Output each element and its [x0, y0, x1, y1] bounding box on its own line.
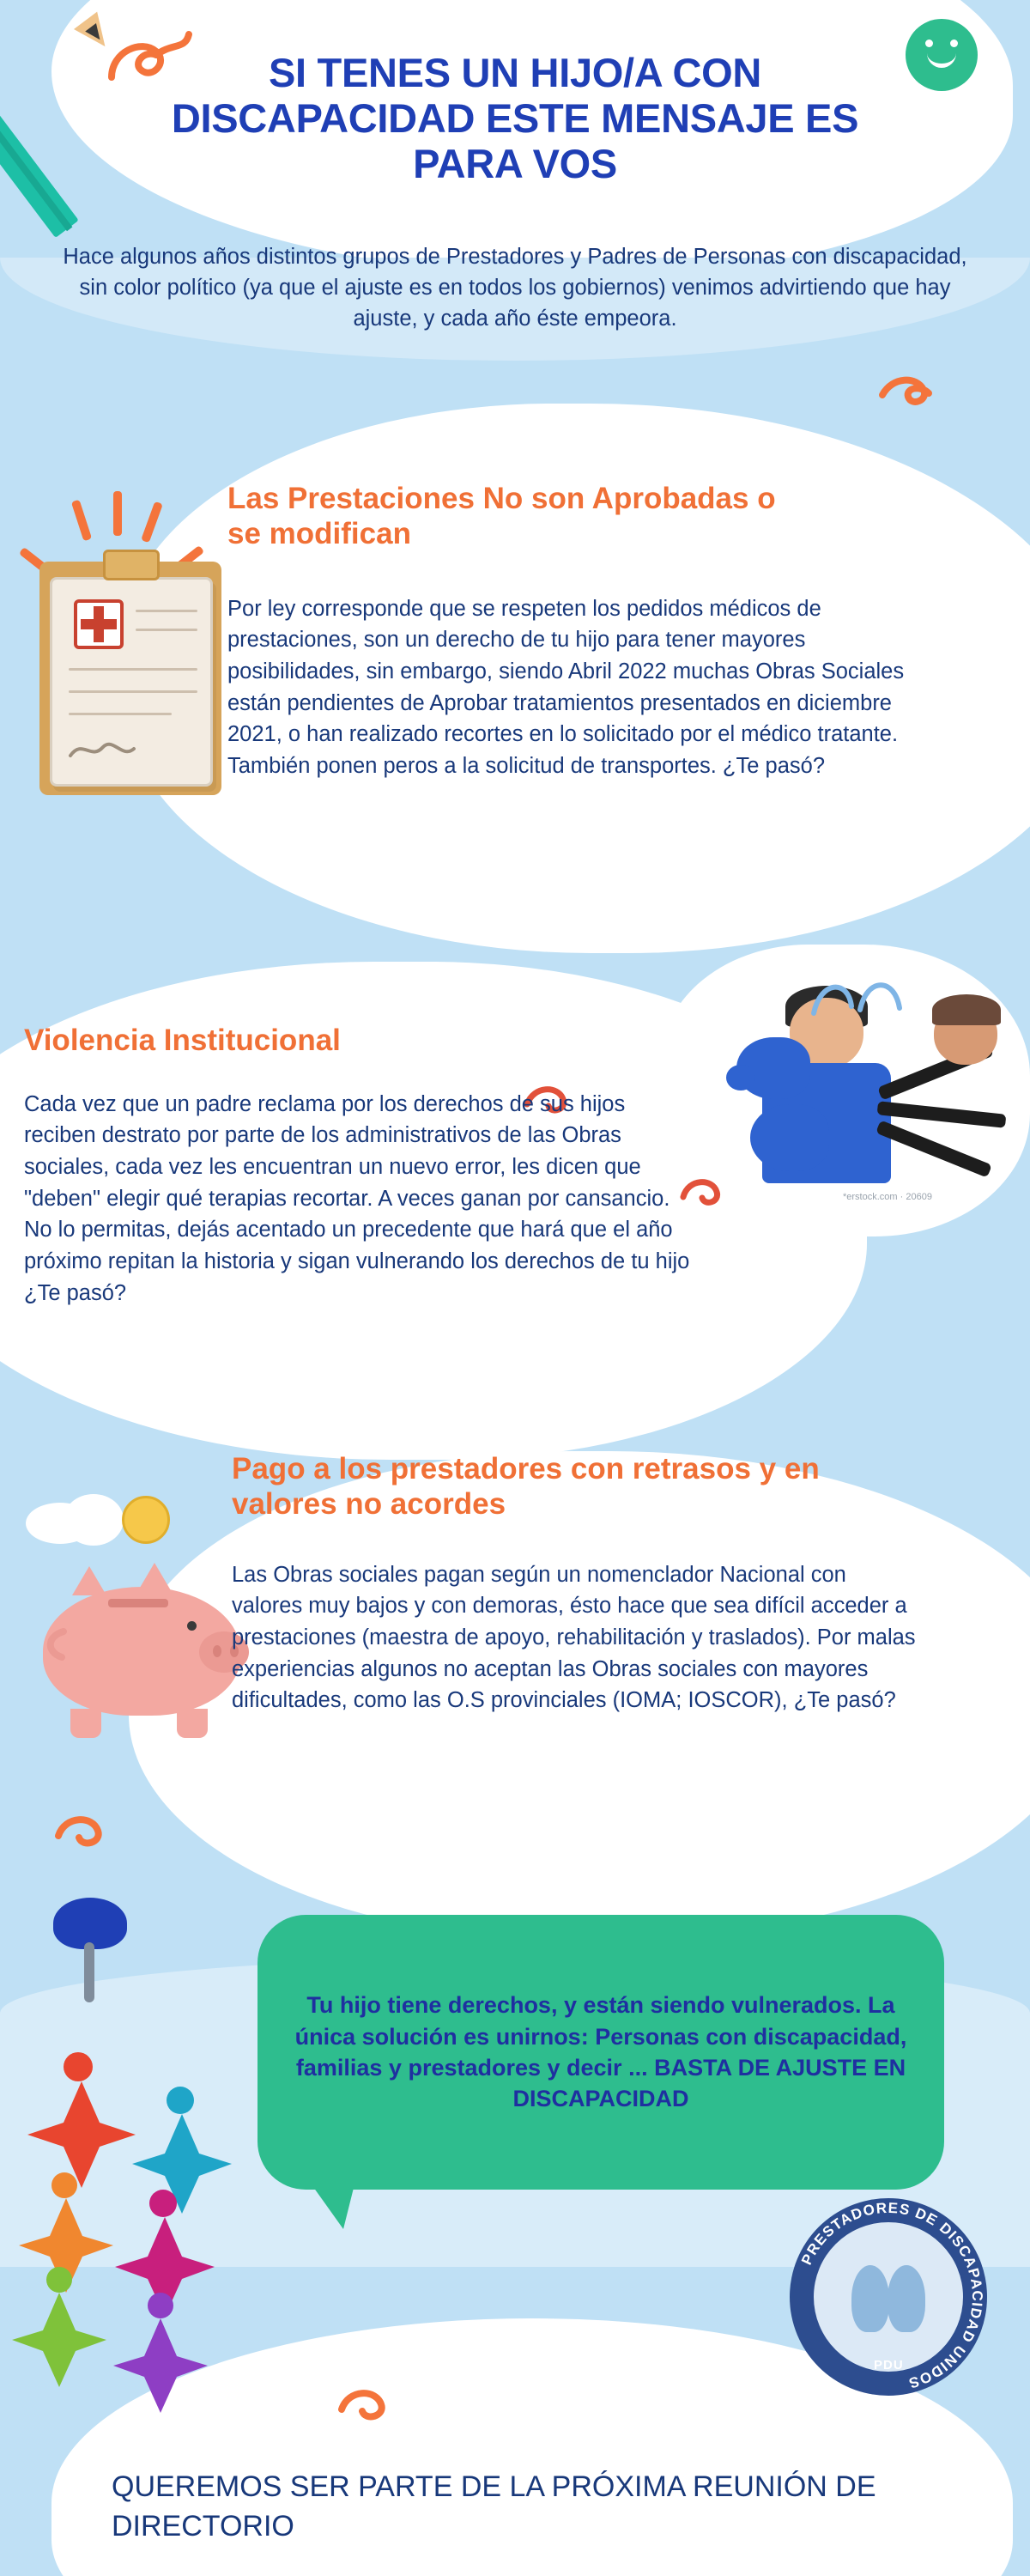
- logo-ring-text: PRESTADORES DE DISCAPACIDAD UNIDOS: [798, 2199, 986, 2392]
- callout-bubble-tail: [309, 2181, 355, 2229]
- section-3-body: Las Obras sociales pagan según un nomenclador Nacional con valores muy bajos y con demoras, ésto hace que sea difícil acceder a prestaciones (maestra de apoyo, rehabilitación y traslados). Por malas experiencias algunos no aceptan las Obras sociales con mayores dificultades, como las O.S provinciales (IOMA; IOSCOR), ¿Te pasó?: [232, 1562, 916, 1713]
- intro-paragraph: Hace algunos años distintos grupos de Prestadores y Padres de Personas con discapacidad, sin color político (ya que el ajuste es en todos los gobiernos) venimos advirtiendo que hay ajuste, y cada año éste empeora.: [63, 244, 967, 331]
- section-1-heading: Las Prestaciones No son Aprobadas o se modifican: [227, 482, 776, 550]
- logo-seal: [790, 2198, 987, 2396]
- image-watermark: *erstock.com · 20609: [843, 1192, 932, 1202]
- section-2-body: Cada vez que un padre reclama por los derechos de sus hijos reciben destrato por parte de los administrativos de las Obras sociales, cada vez les encuentran un nuevo error, les dicen que "deben" elegir qué terapias recortar. A veces ganan por cansancio. No lo permitas, dejás acentado un precedente que hará que el año próximo repitan la historia y sigan vulnerando los derechos de tu hijo ¿Te pasó?: [24, 1091, 690, 1305]
- logo-acronym: PDU: [874, 2358, 904, 2372]
- section-1-body: Por ley corresponde que se respeten los pedidos médicos de prestaciones, son un derecho de tu hijo para tener mayores posibilidades, sin embargo, siendo Abril 2022 muchas Obras Sociales están pendientes de Aprobar tratamientos presentados en diciembre 2021, o han realizado recortes en lo solicitado por el médico tratante. También ponen peros a la solicitud de transportes. ¿Te pasó?: [227, 596, 905, 779]
- callout-text: Tu hijo tiene derechos, y están siendo vulnerados. La única solución es unirnos: Personas con discapacidad, familias y prestadores y decir ... BASTA DE AJUSTE EN DISCAPACIDAD: [294, 1992, 907, 2112]
- callout-bubble: [258, 1915, 944, 2190]
- footer-text: QUEREMOS SER PARTE DE LA PRÓXIMA REUNIÓN DE DIRECTORIO: [112, 2470, 876, 2543]
- section-2-heading: Violencia Institucional: [24, 1024, 341, 1058]
- section-3-heading: Pago a los prestadores con retrasos y en valores no acordes: [232, 1452, 820, 1521]
- page-title: SI TENES UN HIJO/A CON DISCAPACIDAD ESTE MENSAJE ES PARA VOS: [171, 50, 859, 186]
